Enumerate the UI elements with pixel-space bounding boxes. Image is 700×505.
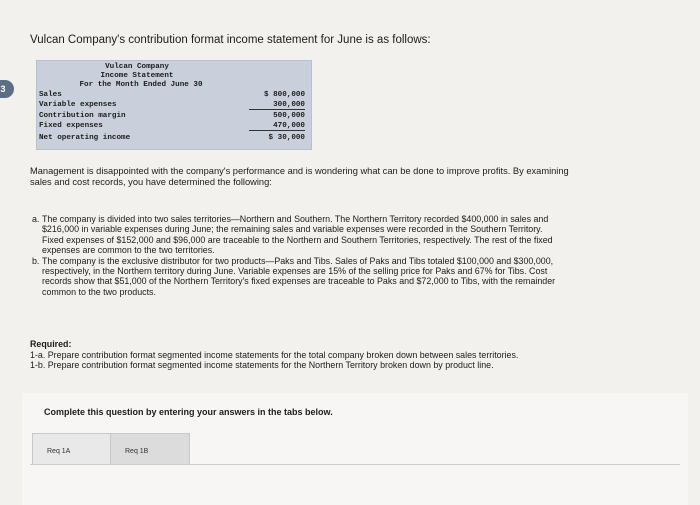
required-item: 1-b. Prepare contribution format segmented income statements for the Northern Territory broken down by product line. (30, 360, 494, 370)
question-number-badge: 3 (0, 80, 14, 98)
row-value: $ 800,000 (263, 91, 305, 99)
list-item-line: common to the two products. (42, 286, 156, 297)
paragraph-line: sales and cost records, you have determined the following: (30, 177, 272, 187)
list-marker: a. (32, 214, 40, 224)
tab-label: Req 1A (47, 448, 71, 455)
statement-company: Vulcan Company (105, 63, 169, 71)
statement-row-sales (39, 91, 309, 101)
tab-req-1b[interactable] (110, 433, 190, 465)
statement-row-variable-expenses (39, 101, 309, 111)
statement-row-fixed-expenses (39, 122, 309, 132)
paragraph-line: Management is disappointed with the company's performance and is wondering what can be done to improve profits. By examining (30, 166, 569, 176)
statement-row-net-operating-income (39, 134, 309, 144)
row-label: Contribution margin (39, 112, 126, 120)
list-item-line: respectively, in the Northern territory during June. Variable expenses are 15% of the selling price for Paks and 67% for Tibs. Cost (42, 266, 548, 277)
list-item (30, 214, 694, 256)
list-item-line: expenses are common to the two territories. (42, 245, 215, 256)
required-item: 1-a. Prepare contribution format segmented income statements for the total company broken down between sales territories. (30, 349, 519, 360)
intro-text: Vulcan Company's contribution format income statement for June is as follows: (30, 34, 431, 46)
instructions-text: Complete this question by entering your answers in the tabs below. (44, 407, 333, 417)
list-item-line: Fixed expenses of $152,000 and $96,000 are traceable to the Northern and Southern Territories, respectively. The rest of the fixed (42, 234, 553, 245)
answer-tabs-panel (22, 393, 688, 505)
row-label: Variable expenses (39, 101, 117, 109)
list-item-line: The company is divided into two sales territories—Northern and Southern. The Northern Territory recorded $400,000 in sales and (42, 214, 549, 224)
statement-row-contribution-margin (39, 112, 309, 122)
row-value: 470,000 (249, 122, 305, 131)
management-paragraph (30, 166, 692, 188)
list-item-line: The company is the exclusive distributor for two products—Paks and Tibs. Sales of Paks and Tibs totaled $100,000 and $300,000, (42, 255, 554, 266)
row-label: Sales (39, 91, 62, 99)
row-label: Fixed expenses (39, 122, 103, 130)
row-value: 500,000 (273, 112, 305, 120)
row-value: $ 30,000 (268, 134, 305, 142)
list-item (30, 256, 694, 298)
tabs-divider (30, 464, 680, 465)
required-title: Required: (30, 339, 72, 349)
tab-label: Req 1B (125, 448, 149, 455)
statement-title: Income Statement (100, 72, 174, 80)
row-value: 300,000 (249, 101, 305, 110)
statement-period: For the Month Ended June 30 (79, 81, 203, 89)
row-label: Net operating income (39, 134, 131, 142)
required-section (30, 339, 518, 371)
list-item-line: $216,000 in variable expenses during June; the remaining sales and variable expenses were recorded in the Southern Territory. (42, 224, 543, 235)
findings-list (30, 214, 694, 297)
list-item-line: records show that $51,000 of the Northern Territory's fixed expenses are traceable to Paks and $72,000 to Tibs, with the remainder (42, 276, 556, 287)
tab-req-1a[interactable] (32, 433, 112, 465)
list-marker: b. (32, 255, 40, 266)
income-statement (36, 60, 312, 150)
